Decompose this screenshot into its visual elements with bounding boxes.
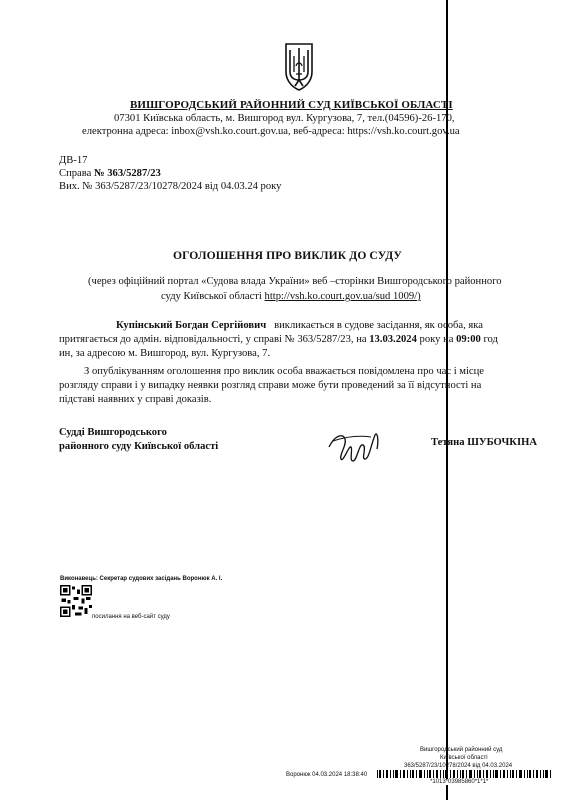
publication-note-line1: (через офіційний портал «Судова влада України» веб –сторінки Вишгородського районного <box>88 276 502 287</box>
qr-caption: посилання на веб-сайт суду <box>92 614 170 620</box>
form-code: ДВ-17 <box>59 155 88 166</box>
executor-note: Виконавець: Секретар судових засідань Воронюк А. І. <box>60 576 223 582</box>
notice-title: ОГОЛОШЕННЯ ПРО ВИКЛИК ДО СУДУ <box>173 249 403 262</box>
body-line-3: ин, за адресою м. Вишгород, вул. Кургузова, 7. <box>59 348 271 359</box>
hearing-date: 13.03.2024 <box>369 334 417 345</box>
stamp-outgoing: 363/5287/23/10278/2024 від 04.03.2024 <box>404 763 513 769</box>
court-name: ВИШГОРОДСЬКИЙ РАЙОННИЙ СУД КИЇВСЬКОЇ ОБЛАСТІ <box>130 99 453 111</box>
hearing-time: 09:00 <box>456 334 481 345</box>
outgoing-number: Вих. № 363/5287/23/10278/2024 від 04.03.24 року <box>59 181 282 192</box>
case-prefix: Справа <box>59 168 94 179</box>
publication-note-line2 <box>161 291 421 302</box>
stamp-court: Вишгородський районний суд <box>420 747 503 753</box>
trident-emblem-icon <box>284 42 314 92</box>
handwritten-signature <box>325 425 387 467</box>
court-website-link[interactable]: http://vsh.ko.court.gov.ua/sud 1009/) <box>264 291 421 302</box>
case-number: № 363/5287/23 <box>93 168 161 179</box>
body-text-1: викликається в судове засідання, як особа, яка <box>274 320 483 331</box>
publication-note-text: суду Київської області <box>161 291 265 302</box>
body-line-5: розгляду справи і у випадку неявки розгляд справи може бути проведений за її відсутності на <box>59 380 482 391</box>
judge-title-line1: Судді Вишгородського <box>59 427 167 438</box>
qr-code-icon[interactable] <box>60 585 92 617</box>
body-line-2 <box>59 334 498 345</box>
stamp-author-time: Воронюк 04.03.2024 18:38:40 <box>286 772 368 778</box>
barcode-icon <box>285 770 553 778</box>
court-contacts: електронна адреса: inbox@vsh.ko.court.gov.ua, веб-адреса: https://vsh.ko.court.gov.ua <box>82 126 460 137</box>
body-line-1 <box>116 320 552 331</box>
body-text-2b: року на <box>416 334 457 345</box>
court-address: 07301 Київська область, м. Вишгород вул. Кургузова, 7, тел.(04596)-26-170, <box>114 113 455 124</box>
body-line-4: З опублікуванням оголошення про виклик особа вважається повідомлена про час і місце <box>84 366 485 377</box>
body-text-2a: притягається до адмін. відповідальності, у справі № 363/5287/23, на <box>59 334 370 345</box>
case-number-line <box>59 168 161 179</box>
judge-name: Тетяна ШУБОЧКІНА <box>431 437 537 448</box>
judge-title-line2: районного суду Київської області <box>59 441 219 452</box>
body-text-2c: год <box>480 334 498 345</box>
barcode-code: *1013*03985860*1*1* <box>430 779 489 785</box>
summoned-person: Купінський Богдан Сергійович <box>116 320 267 331</box>
stamp-region: Київської області <box>440 755 488 761</box>
body-line-6: підставі наявних у справі доказів. <box>59 394 212 405</box>
